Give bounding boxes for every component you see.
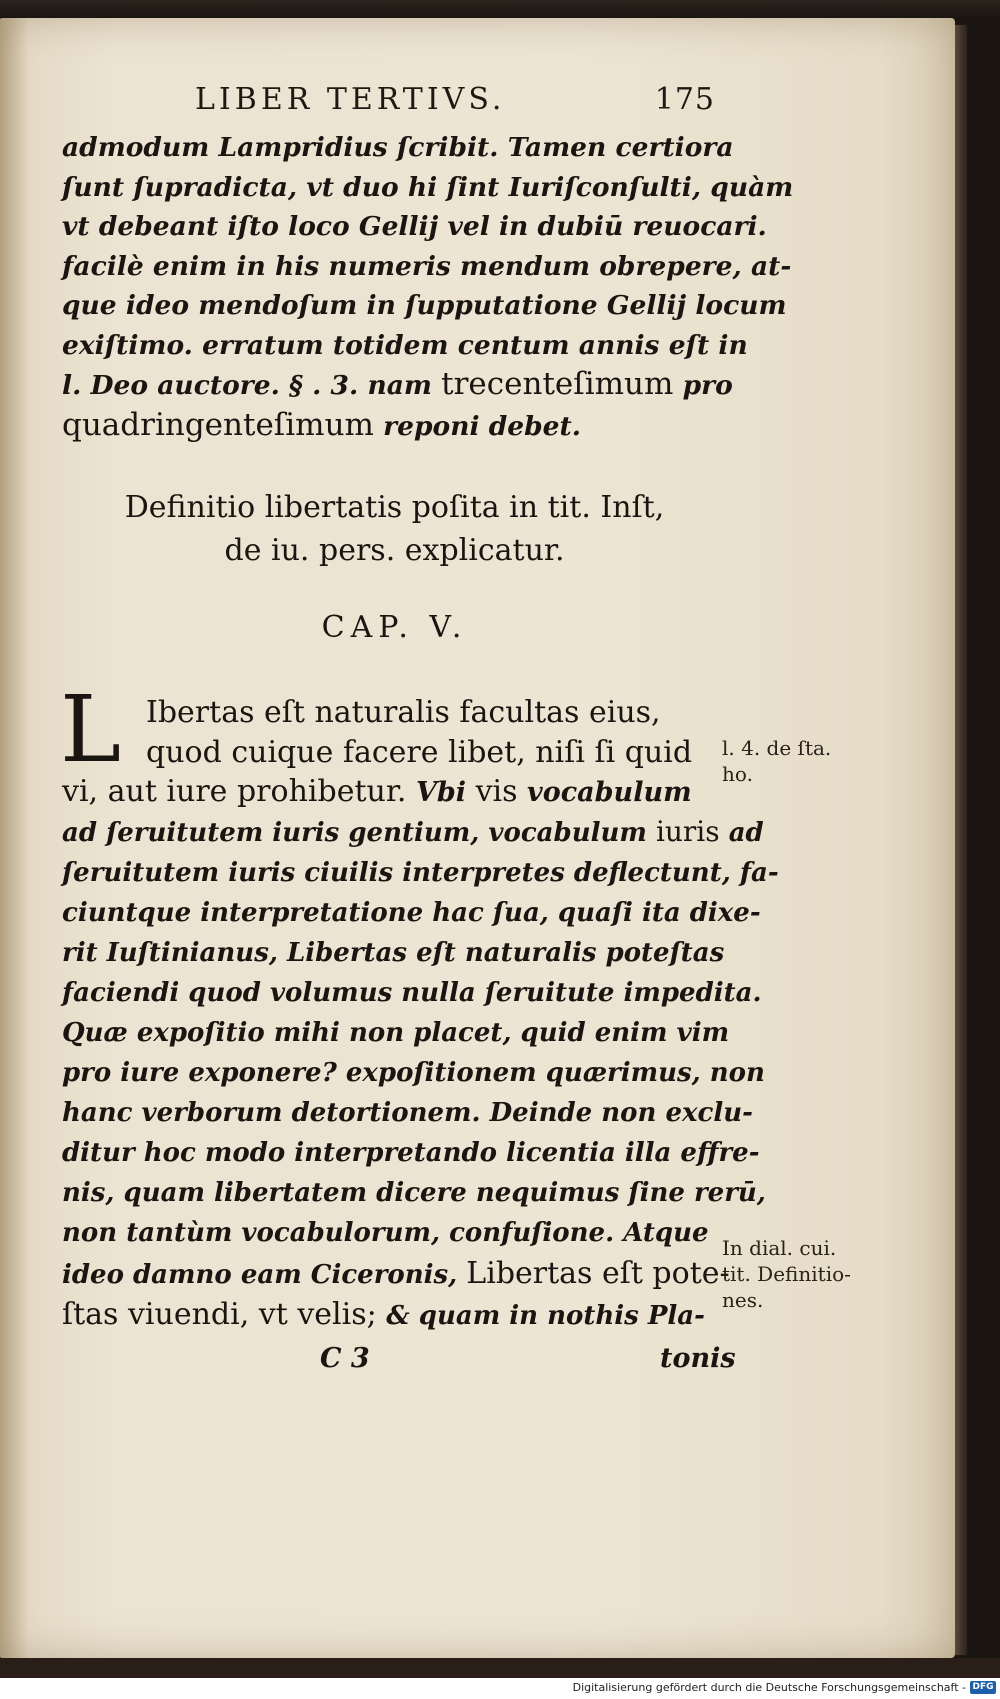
text-line: vt debeant iſto loco Gellij vel in dubiū reuocari. bbox=[62, 211, 767, 242]
text-line: rit Iuſtinianus, Libertas eſt naturalis poteſtas bbox=[62, 938, 725, 968]
text-italic: vocabulum bbox=[527, 777, 692, 808]
text-line: admodum Lampridius ſcribit. Tamen certiora bbox=[62, 132, 734, 163]
text-line: faciendi quod volumus nulla ſeruitute impedita. bbox=[62, 978, 762, 1008]
text-roman: trecenteſimum bbox=[441, 366, 674, 402]
chapter-subtitle bbox=[62, 486, 727, 572]
text-line: quod cuique facere libet, niſi ſi quid bbox=[146, 734, 693, 770]
text-line: que ideo mendoſum in ſupputatione Gellij locum bbox=[62, 290, 787, 321]
subtitle-line: de iu. pers. explicatur. bbox=[224, 533, 565, 568]
text-italic: & quam in nothis Pla- bbox=[386, 1301, 705, 1331]
text-italic: ideo damno eam Ciceronis, bbox=[62, 1260, 467, 1290]
body-tail bbox=[62, 1254, 730, 1336]
dfg-logo[interactable]: DFG bbox=[970, 1681, 996, 1694]
text-roman: vis bbox=[466, 774, 528, 809]
drop-cap: L bbox=[60, 676, 122, 783]
margin-note-line: tit. Definitio- bbox=[722, 1262, 851, 1286]
text-roman: ſtas viuendi, vt velis; bbox=[62, 1297, 387, 1332]
text-line bbox=[62, 1254, 730, 1295]
book-edge-bottom bbox=[0, 1658, 1000, 1678]
page-edge bbox=[955, 25, 967, 1655]
chapter-heading: CAP. V. bbox=[321, 610, 468, 645]
digitization-footer bbox=[0, 1678, 1000, 1699]
margin-note-line: In dial. cui. bbox=[722, 1236, 837, 1260]
body-opening bbox=[62, 693, 727, 813]
margin-note-line: nes. bbox=[722, 1288, 764, 1312]
top-paragraph bbox=[62, 128, 794, 446]
body-italic-paragraph bbox=[62, 812, 779, 1253]
text-italic: Vbi bbox=[415, 777, 467, 808]
text-italic: reponi debet. bbox=[373, 410, 581, 442]
margin-note bbox=[722, 735, 831, 787]
margin-note-line: l. 4. de ſta. bbox=[722, 736, 832, 760]
text-line: ciuntque interpretatione hac ſua, quaſi ita dixe- bbox=[62, 898, 761, 928]
catchword: tonis bbox=[660, 1343, 736, 1374]
text-line: pro iure exponere? expoſitionem quærimus, non bbox=[62, 1058, 765, 1088]
text-line bbox=[62, 1295, 727, 1336]
text-roman: iuris bbox=[655, 815, 720, 848]
text-italic: ad bbox=[719, 818, 764, 848]
text-line: facilè enim in his numeris mendum obrepere, at- bbox=[62, 250, 792, 282]
text-roman: quadringenteſimum bbox=[62, 406, 374, 443]
subtitle-line: Definitio libertatis poſita in tit. Inſt, bbox=[124, 490, 665, 525]
text-line bbox=[62, 812, 764, 853]
text-line bbox=[62, 772, 727, 813]
signature-mark: C 3 bbox=[320, 1343, 370, 1374]
text-line: Ibertas eſt naturalis facultas eius, bbox=[146, 695, 661, 730]
text-italic: l. Deo auctore. § . 3. nam bbox=[62, 370, 442, 401]
text-italic: pro bbox=[673, 370, 733, 401]
margin-note bbox=[722, 1235, 851, 1313]
text-line: ſunt ſupradicta, vt duo hi ſint Iuriſconſulti, quàm bbox=[62, 171, 794, 203]
text-line: nis, quam libertatem dicere nequimus ſine rerū, bbox=[62, 1178, 766, 1208]
page-number: 175 bbox=[654, 82, 715, 117]
text-roman: vi, aut iure prohibetur. bbox=[62, 774, 416, 809]
text-roman: Libertas eſt pote- bbox=[466, 1256, 730, 1291]
text-line: Quæ expoſitio mihi non placet, quid enim vim bbox=[62, 1018, 730, 1048]
text-line bbox=[62, 365, 733, 406]
running-header bbox=[195, 82, 715, 117]
book-edge-top bbox=[0, 0, 1000, 20]
text-line: ſeruitutem iuris ciuilis interpretes deflectunt, fa- bbox=[62, 858, 779, 888]
funding-credit: Digitalisierung gefördert durch die Deutsche Forschungsgemeinschaft - bbox=[572, 1681, 966, 1694]
margin-note-line: ho. bbox=[722, 762, 753, 786]
text-line bbox=[62, 406, 727, 447]
text-line: ditur hoc modo interpretando licentia illa effre- bbox=[62, 1138, 760, 1168]
text-line: hanc verborum detortionem. Deinde non exclu- bbox=[62, 1098, 753, 1128]
running-title: LIBER TERTIVS. bbox=[195, 82, 506, 117]
text-line: exiſtimo. erratum totidem centum annis eſt in bbox=[62, 329, 748, 361]
text-italic: ad ſeruitutem iuris gentium, vocabulum bbox=[62, 818, 656, 848]
text-line: non tantùm vocabulorum, confuſione. Atque bbox=[62, 1218, 709, 1248]
